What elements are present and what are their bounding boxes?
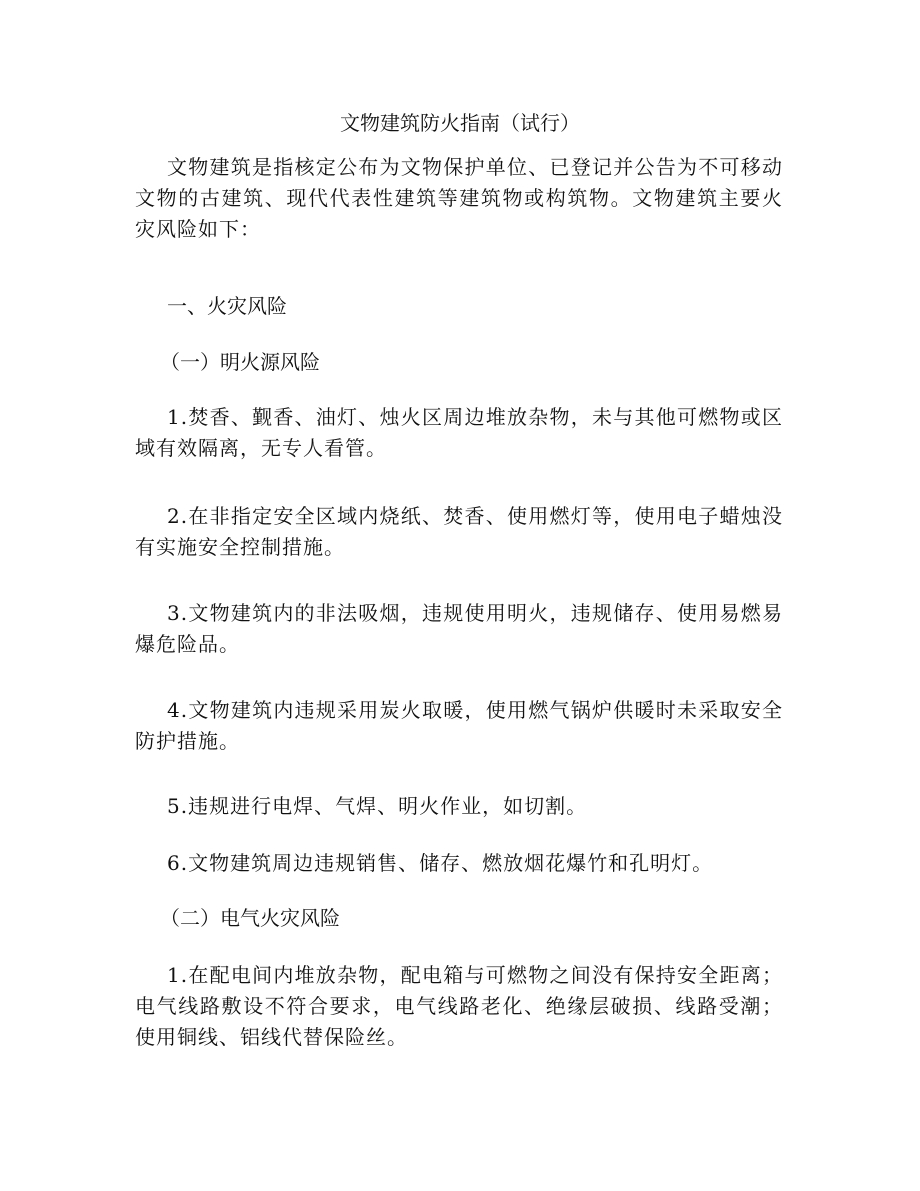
subsection-heading-electrical: （二）电气火灾风险: [160, 906, 340, 930]
list-item: 3.文物建筑内的非法吸烟，违规使用明火，违规储存、使用易燃易爆危险品。: [135, 601, 783, 656]
intro-paragraph: 文物建筑是指核定公布为文物保护单位、已登记并公告为不可移动文物的古建筑、现代代表性建筑等建筑物或构筑物。文物建筑主要火灾风险如下：: [135, 155, 783, 241]
list-item: 2.在非指定安全区域内烧纸、焚香、使用燃灯等，使用电子蜡烛没有实施安全控制措施。: [135, 504, 783, 559]
document-title: 文物建筑防火指南（试行）: [340, 111, 580, 135]
list-item: 5.违规进行电焊、气焊、明火作业，如切割。: [167, 794, 588, 818]
subsection-heading-open-flame: （一）明火源风险: [160, 350, 320, 374]
list-item: 6.文物建筑周边违规销售、储存、燃放烟花爆竹和孔明灯。: [167, 851, 714, 875]
list-item: 1.焚香、觐香、油灯、烛火区周边堆放杂物，未与其他可燃物或区域有效隔离，无专人看管。: [135, 405, 783, 460]
section-heading-fire-risk: 一、火灾风险: [167, 294, 287, 318]
list-item: 4.文物建筑内违规采用炭火取暖，使用燃气锅炉供暖时未采取安全防护措施。: [135, 698, 783, 753]
list-item: 1.在配电间内堆放杂物，配电箱与可燃物之间没有保持安全距离；电气线路敷设不符合要求，电气线路老化、绝缘层破损、线路受潮；使用铜线、铝线代替保险丝。: [135, 963, 783, 1049]
